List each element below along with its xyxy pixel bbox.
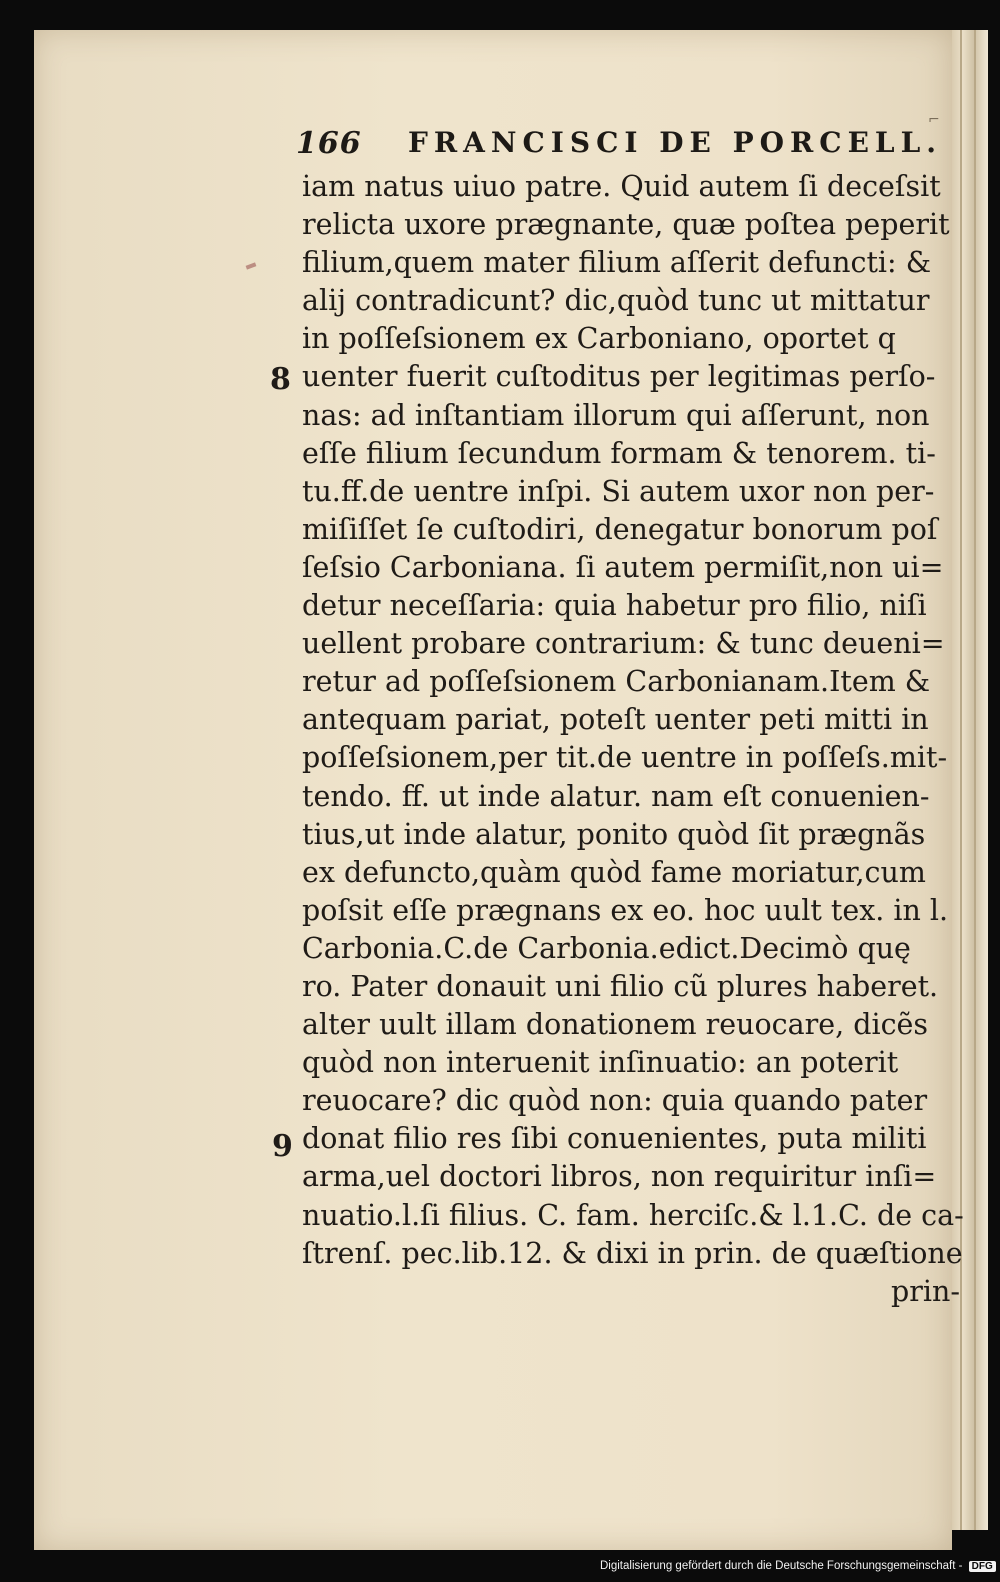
text-line: antequam pariat, poteſt uenter peti mitti in: [302, 703, 929, 737]
text-line: alij contradicunt? dic,quòd tunc ut mittatur: [302, 284, 930, 318]
text-line: tius,ut inde alatur, ponito quòd ſit prægnãs: [302, 817, 926, 851]
page-number: 166: [296, 126, 362, 161]
text-line: iam natus uiuo patre. Quid autem ſi deceſsit: [302, 170, 941, 203]
text-line: retur ad poſſeſsionem Carbonianam.Item &: [302, 665, 931, 699]
text-line: reuocare? dic quòd non: quia quando pater: [302, 1084, 928, 1118]
text-line: filium,quem mater filium aſſerit defuncti: &: [302, 246, 932, 280]
body-text: [302, 168, 966, 1311]
digitization-credit: [600, 1560, 993, 1578]
text-line: uenter fuerit cuſtoditus per legitimas perſo-: [302, 360, 936, 394]
text-line: Carbonia.C.de Carbonia.edict.Decimò quę: [302, 931, 911, 965]
page-edge-line: [974, 30, 976, 1530]
dfg-logo: DFG: [969, 1561, 996, 1572]
text-line: arma,uel doctori libros, non requiritur inſi=: [302, 1160, 937, 1194]
text-line: alter uult illam donationem reuocare, dicẽs: [302, 1008, 929, 1042]
text-line: relicta uxore prægnante, quæ poſtea peperit: [302, 208, 950, 242]
text-line: tendo. ff. ut inde alatur. nam eſt conuenien-: [302, 779, 930, 813]
text-line: miſiſſet ſe cuſtodiri, denegatur bonorum poſ: [302, 512, 938, 546]
text-line: detur neceſſaria: quia habetur pro filio, niſi: [302, 589, 927, 623]
text-line: ex defuncto,quàm quòd fame moriatur,cum: [302, 855, 926, 889]
text-line: donat filio res ſibi conuenientes, puta militi: [302, 1122, 927, 1156]
text-line: nas: ad inſtantiam illorum qui aſſerunt, non: [302, 398, 930, 432]
running-title: FRANCISCI DE PORCELL.: [408, 126, 943, 159]
text-line: eſſe filium ſecundum formam & tenorem. ti-: [302, 436, 936, 470]
text-line: uellent probare contrarium: & tunc deueni=: [302, 627, 945, 661]
page-header: [296, 126, 946, 172]
margin-note-number: 9: [272, 1129, 293, 1164]
margin-note-number: 8: [270, 362, 291, 397]
text-line: poſsit eſſe prægnans ex eo. hoc uult tex. in l.: [302, 893, 949, 927]
text-line: tu.ff.de uentre inſpi. Si autem uxor non per-: [302, 474, 935, 508]
text-line: nuatio.l.ſi filius. C. fam. herciſc.& l.1.C. de ca-: [302, 1198, 964, 1232]
text-line: in poſſeſsionem ex Carboniano, oportet q: [302, 322, 896, 356]
text-line: quòd non interuenit inſinuatio: an poterit: [302, 1046, 899, 1080]
text-line: ſeſsio Carboniana. ſi autem permiſit,non ui=: [302, 550, 944, 584]
text-line: ſtrenſ. pec.lib.12. & dixi in prin. de quæſtione: [302, 1236, 963, 1270]
text-line: ro. Pater donauit uni filio cũ plures haberet.: [302, 969, 939, 1003]
catchword: prin-: [891, 1274, 960, 1308]
credit-text: Digitalisierung gefördert durch die Deutsche Forschungsgemeinschaft -: [600, 1560, 963, 1572]
corner-mark: ⌐: [928, 112, 940, 128]
text-line: poſſeſsionem,per tit.de uentre in poſſeſs.mit-: [302, 741, 948, 775]
